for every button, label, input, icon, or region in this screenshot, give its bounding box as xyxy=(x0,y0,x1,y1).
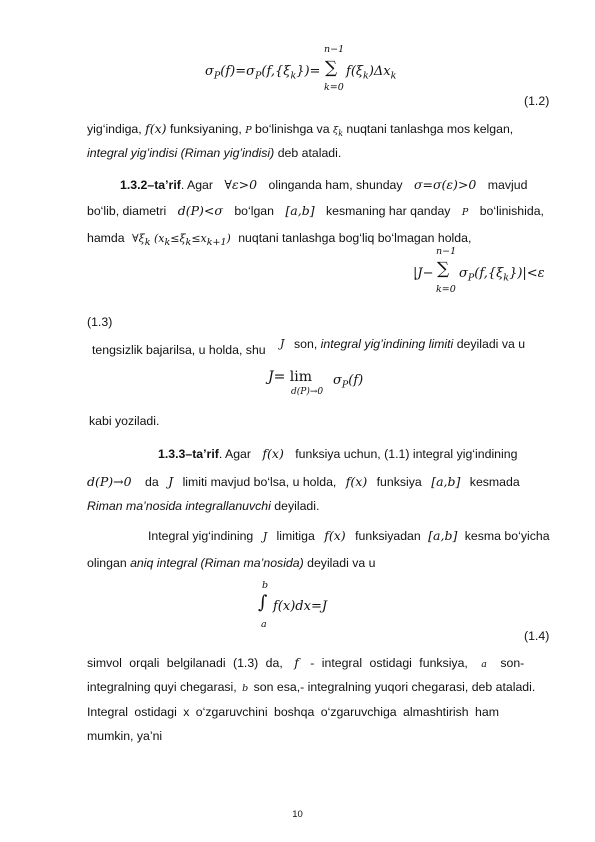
paragraph-line: tengsizlik bajarilsa, u holda, shu xyxy=(92,343,266,357)
inequality-right: $\sigma_P(f,\{\xi_k\})|<\varepsilon$ xyxy=(459,266,545,284)
paragraph-line: olingan aniq integral (Riman ma’nosida) deyiladi va u xyxy=(87,556,376,570)
limit-formula: J= lim xyxy=(268,369,313,385)
page-number: 10 xyxy=(292,809,303,820)
paragraph-line: Integral ostidagi x o‘zgaruvchini boshqa o‘zgaruvchiga almashtirish ham xyxy=(87,705,499,719)
paragraph-line: son, integral yig’indining limiti deyiladi va u xyxy=(294,337,526,351)
paragraph-line: Integral yig‘indining J limitiga f(x) funksiyadan [a,b] kesma bo‘yicha xyxy=(148,528,550,543)
integral-symbol: ∫ xyxy=(258,592,268,613)
paragraph-line: hamda $\forall\xi_k$ $(x_k\le\xi_k\le x_{k+1})$ nuqtani tanlashga bog‘liq bo‘lmagan holda, xyxy=(87,231,472,249)
paragraph-line: integral yig’indisi (Riman yig’indisi) deb ataladi. xyxy=(87,146,342,160)
sum-upper-limit: n−1 xyxy=(324,44,345,55)
equation-number-1-3: (1.3) xyxy=(87,315,113,329)
definition-1-3-2-line: 1.3.2–ta’rif. Agar ∀ε>0 olinganda ham, shunday σ=σ(ε)>0 mavjud xyxy=(120,177,528,192)
equation-number-1-4: (1.4) xyxy=(524,629,550,643)
riemann-sum-formula: $\sigma_P(f)=\sigma_P(f,\{\xi_k\})=$ xyxy=(205,64,321,82)
integral-formula: f(x)dx=J xyxy=(273,599,328,614)
sum-lower-limit: k=0 xyxy=(324,82,344,93)
sum-symbol: ∑ xyxy=(437,259,450,279)
paragraph-line: Riman ma’nosida integrallanuvchi deyiladi. xyxy=(87,499,320,513)
paragraph-line: integralning quyi chegarasi, b son esa,- integralning yuqori chegarasi, deb ataladi. xyxy=(87,680,536,694)
sum-upper-limit: n−1 xyxy=(436,246,457,257)
sum-term: $f(\xi_k)\Delta x_k$ xyxy=(346,64,397,82)
sum-symbol: ∑ xyxy=(325,58,338,78)
limit-function: $\sigma_P(f)$ xyxy=(333,373,364,391)
limit-subscript: d(P)→0 xyxy=(291,387,324,397)
integral-upper-limit: b xyxy=(262,580,269,591)
integral-lower-limit: a xyxy=(261,619,267,630)
paragraph-line: mumkin, ya’ni xyxy=(87,729,163,743)
inequality-left: |J− xyxy=(413,266,434,281)
definition-1-3-3-line: 1.3.3–ta’rif. Agar f(x) funksiya uchun, (1.1) integral yig‘indining xyxy=(158,446,518,461)
limit-symbol-J: J xyxy=(280,337,285,350)
paragraph-line: bo‘lib, diametri d(P)<σ bo‘lgan [a,b] kesmaning har qanday P bo‘linishida, xyxy=(87,203,544,218)
sum-lower-limit: k=0 xyxy=(436,284,456,295)
paragraph-line: simvol orqali belgilanadi (1.3) da, f - integral ostidagi funksiya, a son- xyxy=(87,655,525,670)
equation-number-1-2: (1.2) xyxy=(524,94,550,108)
paragraph-line: yig‘indiga, f(x) funksiyaning, P bo‘linishga va $\xi_k$ nuqtani tanlashga mos kelgan, xyxy=(87,121,514,138)
paragraph-line: kabi yoziladi. xyxy=(89,414,160,428)
paragraph-line: d(P)→0 da J limiti mavjud bo‘lsa, u holda, f(x) funksiya [a,b] kesmada xyxy=(87,474,520,489)
